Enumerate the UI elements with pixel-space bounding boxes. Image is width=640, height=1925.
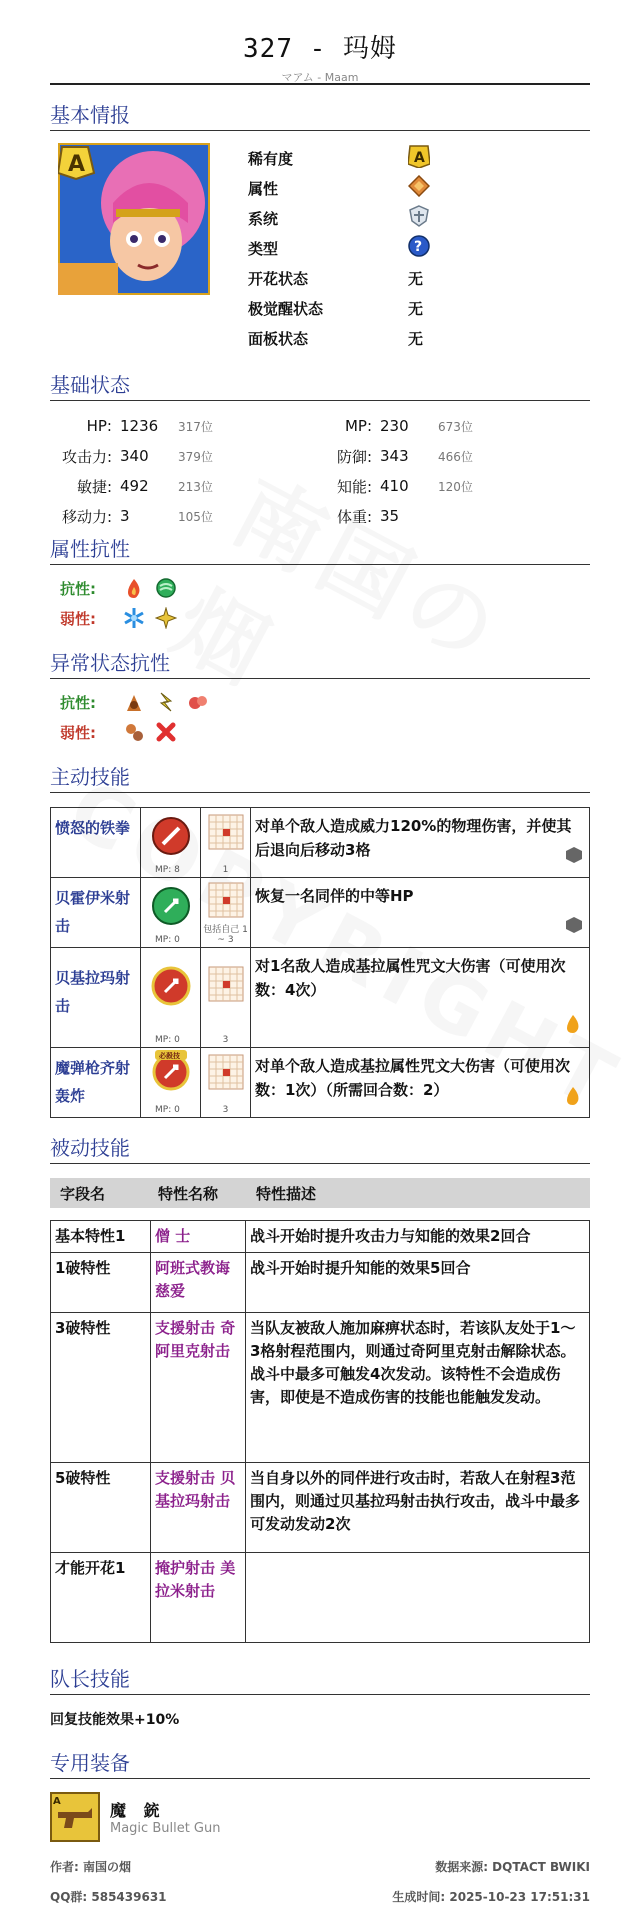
stat-mov: 移动力: 3 105位: [61, 507, 213, 526]
heal-shot-skill-icon: [151, 911, 191, 930]
poison-icon: [122, 690, 146, 714]
basic-info: [50, 131, 590, 355]
section-passive: 被动技能: [50, 1132, 590, 1164]
wind-icon: [154, 576, 178, 600]
svg-text:A: A: [53, 1796, 61, 1807]
rank-a-icon: [408, 144, 430, 172]
fire-shot-skill-icon: [151, 991, 191, 1010]
range-grid-icon: [208, 1075, 244, 1094]
passive-row: 5破特性 支援射击 贝基拉玛射击 当自身以外的同伴进行攻击时，若敌人在射程3范围内，则通过贝基拉玛射击执行攻击，战斗中最多可发动发动2次: [51, 1463, 590, 1553]
stat-int: 知能: 410 120位: [336, 477, 473, 496]
hexagon-icon: [565, 846, 583, 871]
section-status-res: 异常状态抗性: [50, 647, 590, 679]
svg-text:A: A: [414, 150, 425, 166]
stat-agi: 敏捷: 492 213位: [76, 477, 213, 496]
info-row-panel: 面板状态 无: [248, 329, 424, 348]
passive-row: 3破特性 支援射击 奇阿里克射击 当队友被敌人施加麻痹状态时，若该队友处于1～3格射程范围内，则通过奇阿里克射击解除状态。战斗中最多可触发4次发动。该特性不会造成伤害，即使是不造成伤害的技能也能触发发动。: [51, 1313, 590, 1463]
generated-time: 生成时间: 2025-10-23 17:51:31: [392, 1890, 590, 1904]
qq-group: QQ群: 585439631: [50, 1890, 167, 1904]
range-grid-icon: [208, 835, 244, 854]
author: 作者: 南国の烟: [50, 1860, 131, 1874]
range-grid-icon: [208, 903, 244, 922]
fire-icon: [122, 576, 146, 600]
stat-atk: 攻击力: 340 379位: [61, 447, 213, 466]
passive-row: 才能开花1 掩护射击 美拉米射击: [51, 1553, 590, 1643]
section-stats: 基础状态: [50, 369, 590, 401]
active-skill-table: [50, 807, 590, 1118]
leader-skill: 回复技能效果+10%: [50, 1712, 180, 1728]
equip-en-name: Magic Bullet Gun: [110, 1821, 221, 1836]
gun-icon: [50, 1792, 100, 1842]
section-equip: 专用装备: [50, 1747, 590, 1779]
character-portrait: [58, 143, 210, 295]
equipment: [50, 1789, 590, 1845]
passive-row: 1破特性 阿班式教诲 慈爱 战斗开始时提升知能的效果5回合: [51, 1253, 590, 1313]
confusion-icon: [122, 720, 146, 744]
stat-wt: 体重: 35: [336, 507, 400, 526]
stat-def: 防御: 343 466位: [336, 447, 473, 466]
page-subtitle: マアム - Maam: [281, 71, 359, 84]
info-table: [248, 143, 430, 355]
question-type-icon: [408, 235, 430, 261]
status-resist: 抗性: 弱性:: [50, 679, 590, 747]
info-row-system: 系统: [248, 203, 430, 233]
attribute-resist: 抗性: 弱性:: [50, 565, 590, 633]
info-row-rarity: 稀有度 A: [248, 143, 430, 173]
info-row-type: 类型 ?: [248, 233, 430, 263]
skill-row: 贝基拉玛射击 MP: 0 3 对1名敌人造成基拉属性咒文大伤害（可使用次数：4次）: [51, 948, 590, 1048]
skill-row: 魔弹枪齐射轰炸 必殺技 MP: 0 3 对单个敌人造成基拉属性咒文大伤害（可使用次数：1次）（所需回合数：2）: [51, 1048, 590, 1118]
info-row-awaken: 极觉醒状态 无: [248, 299, 424, 318]
title-block: [50, 0, 590, 85]
footer: [50, 1858, 590, 1918]
skill-row: 贝霍伊米射击 MP: 0 包括自己 1 ~ 3 恢复一名同伴的中等HP: [51, 878, 590, 948]
passive-table: [50, 1220, 590, 1643]
section-basic: 基本情报: [50, 99, 590, 131]
page-title: 327 - 玛姆: [243, 34, 397, 64]
passive-header: 字段名 特性名称 特性描述: [50, 1178, 590, 1208]
stat-mp: MP: 230 673位: [344, 417, 473, 435]
earth-attribute-icon: [408, 175, 430, 201]
sleep-icon: [186, 690, 210, 714]
ice-icon: [122, 606, 146, 630]
stats-grid: [50, 401, 590, 526]
seal-icon: [154, 720, 178, 744]
svg-text:必殺技: 必殺技: [158, 1052, 180, 1060]
equip-name: 魔 銃: [110, 1801, 166, 1820]
passive-row: 基本特性1 僧 士 战斗开始时提升攻击力与知能的效果2回合: [51, 1221, 590, 1253]
section-active: 主动技能: [50, 761, 590, 793]
shield-type-icon: [408, 205, 430, 231]
flame-icon: [563, 1086, 583, 1113]
data-source: 数据来源: DQTACT BWIKI: [435, 1860, 590, 1874]
skill-row: 愤怒的铁拳 MP: 8 1 对单个敌人造成威力120%的物理伤害，并使其后退向后移动3格: [51, 808, 590, 878]
section-attr-res: 属性抗性: [50, 533, 590, 565]
stat-hp: HP: 1236 317位: [86, 417, 213, 435]
fist-skill-icon: [151, 841, 191, 860]
svg-text:?: ?: [414, 239, 423, 255]
info-row-attribute: 属性: [248, 173, 430, 203]
paralysis-icon: [154, 690, 178, 714]
range-grid-icon: [208, 987, 244, 1006]
special-shot-skill-icon: [151, 1052, 191, 1096]
info-row-bloom: 开花状态 无: [248, 269, 424, 288]
light-icon: [154, 606, 178, 630]
flame-icon: [563, 1014, 583, 1041]
section-leader: 队长技能: [50, 1663, 590, 1695]
svg-text:A: A: [68, 152, 86, 177]
hexagon-icon: [565, 916, 583, 941]
